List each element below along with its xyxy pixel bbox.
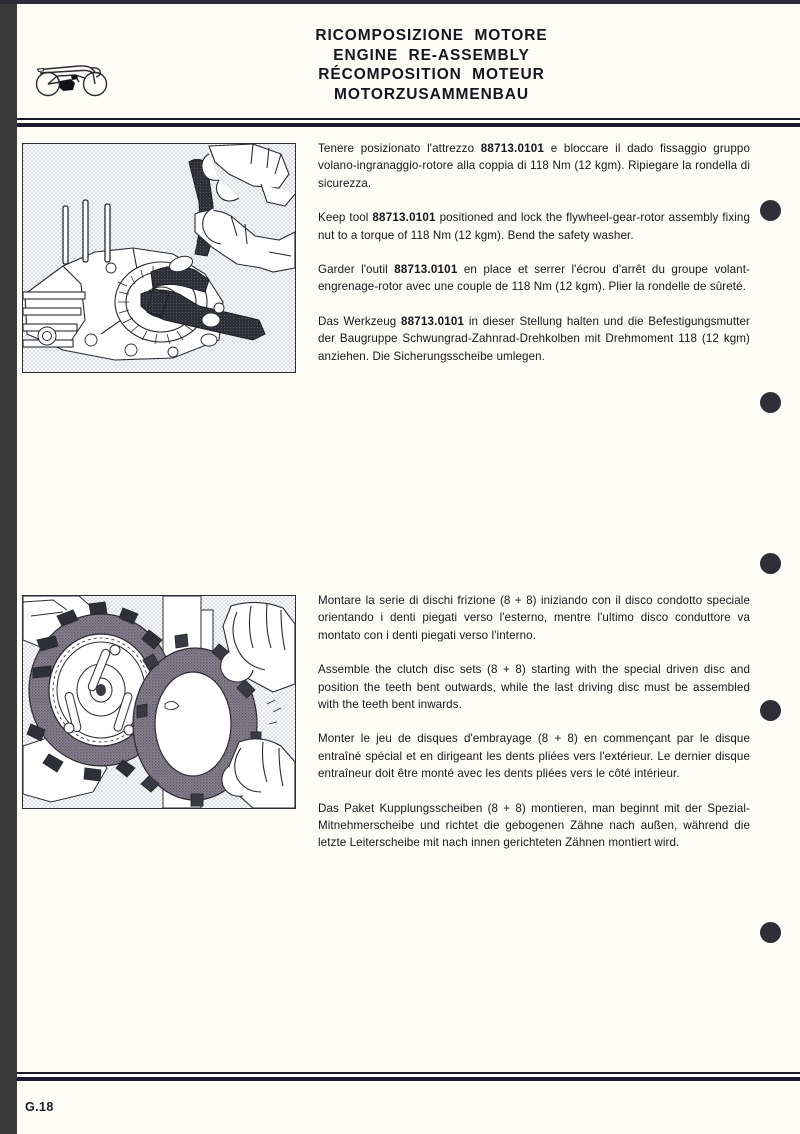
scan-shadow-left-edge [0,0,17,1134]
clutch-disc-assembly-illustration [22,595,296,809]
paragraph-en: Keep tool 88713.0101 positioned and lock the flywheel-gear-rotor assembly fixing nut to a torque of 118 Nm (12 kgm). Bend the safety washer. [318,211,750,242]
page-number: G.18 [25,1100,54,1114]
binding-hole-1 [760,200,781,221]
paragraph-en: Assemble the clutch disc sets (8 + 8) starting with the special driven disc and position the teeth bent outwards, while the last driving disc must be assembled with the teeth bent inwards. [318,663,750,712]
page-title-de: MOTORZUSAMMENBAU [334,85,529,103]
scan-shadow-top-edge [0,0,800,4]
paragraph-de: Das Werkzeug 88713.0101 in dieser Stellung halten und die Befestigungsmutter der Baugruppe Schwungrad-Zahnrad-Drehkolben mit Drehmoment 118 (12 kgm) anziehen. Die Sicherungsscheibe umlegen. [318,314,750,363]
paragraph-it: Montare la serie di dischi frizione (8 + 8) iniziando con il disco condotto speciale orientando i denti piegati verso l'esterno, mentre l'ultimo disco conduttore va montato con i denti piegati verso l'interno. [318,594,750,642]
binding-hole-2 [760,392,781,413]
engine-flywheel-tool-illustration [22,143,296,373]
divider-line-upper [17,118,800,120]
paragraph-de: Das Paket Kupplungsscheiben (8 + 8) montieren, man beginnt mit der Spezial-Mitnehmerscheibe und richtet die gebogenen Zähne nach außen, während die letzte Leiterscheibe mit nach innen gerichteten Zähnen montiert wird. [318,801,750,850]
footer-divider [17,1072,800,1086]
footer-line-lower [17,1077,800,1081]
binding-hole-4 [760,700,781,721]
paragraph-fr: Garder l'outil 88713.0101 en place et serrer l'écrou d'arrêt du groupe volant-engrenage-rotor avec une couple de 118 Nm (12 kgm). Plier la rondelle de sûreté. [318,263,750,294]
page-footer [17,1086,800,1134]
paragraph-fr: Monter le jeu de disques d'embrayage (8 + 8) en commençant par le disque entraîné spécial et en dirigeant les dents pliées vers l'extérieur. Le dernier disque entraîneur doit être monté avec les dents pliées vers le côté intérieur. [318,732,750,781]
paragraph-it: Tenere posizionato l'attrezzo 88713.0101 e bloccare il dado fissaggio gruppo volano-ingranaggio-rotore alla coppia di 118 Nm (12 kgm). Ripiegare la rondella di sicurezza. [318,142,751,190]
binding-hole-3 [760,553,781,574]
page-title-it: RICOMPOSIZIONE MOTORE [315,27,548,44]
divider-line-lower [17,123,800,127]
page-title-block [17,26,800,104]
page-title-fr: RÉCOMPOSITION MOTEUR [318,66,545,83]
footer-line-upper [17,1072,800,1074]
binding-hole-5 [760,922,781,943]
page-title-en: ENGINE RE-ASSEMBLY [333,46,530,64]
text-column-1 [318,140,750,365]
page-header [17,4,800,112]
header-divider [17,118,800,132]
text-column-2 [318,592,750,852]
